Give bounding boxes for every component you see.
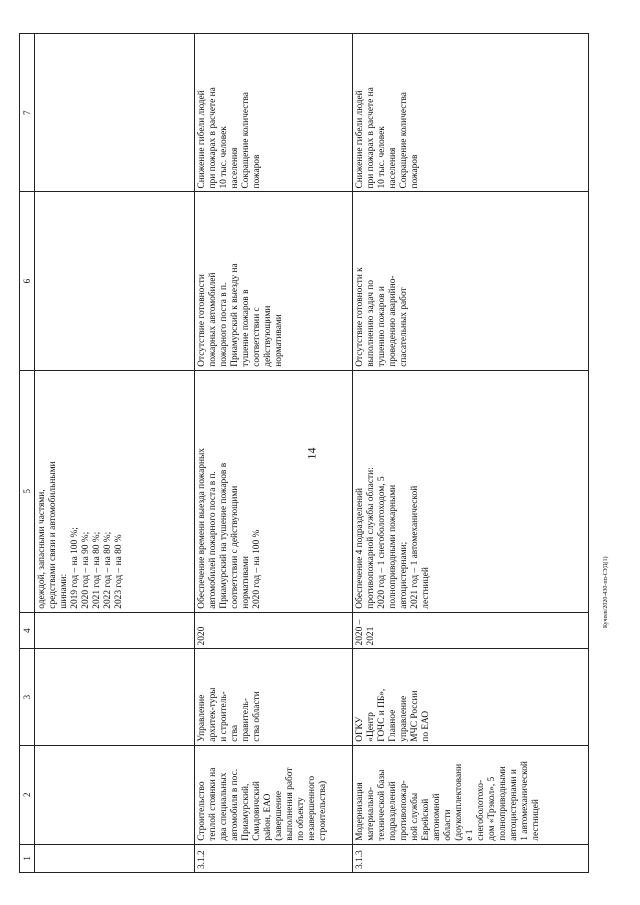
header-cell: 2: [20, 745, 35, 844]
row-number: [35, 844, 195, 872]
table-row: [195, 34, 353, 873]
activity-name: [35, 745, 195, 844]
activity-name: Строительство теплой стоянки на два специальных автомобиля в пос. Приамурский, Смидовичский район, ЕАО (завершение выполнения работ по объекту незавершенного строительства): [195, 745, 353, 844]
program-table: [19, 33, 589, 873]
table-row: [35, 34, 195, 873]
activity-name: Модернизация материально- технической базы подразделений противопожар- ной службы Еврейской автономной области (доукомплектовани е 1 снегоболотохо- дом «Трэкол», 5 полноприводными автоцистернами и 1 автомеханической лестницей: [353, 745, 589, 844]
header-cell: 6: [20, 192, 35, 370]
period: 2020: [195, 612, 353, 649]
header-cell: 1: [20, 844, 35, 872]
header-row: [20, 34, 35, 873]
header-cell: 3: [20, 649, 35, 745]
expected-result: одеждой, запасными частями, средствами связи и автомобильными шинами: 2019 год – на 100 %; 2020 год – на 90 %; 2021 год – на 80 %; 2022 год – на 80 %; 2023 год – на 80 %: [35, 370, 195, 612]
row-number: 3.1.2: [195, 844, 353, 872]
row-number: 3.1.3: [353, 844, 589, 872]
expected-result: Обеспечение 4 подразделений противопожарной службы области: 2020 год – 1 снегоболотоходом, 5 полноприводными пожарными автоцистернами; 2021 год – 1 автомеханической лестницей: [353, 370, 589, 612]
consequences: Отсутствие готовности к выполнению задач по тушению пожаров и проведению аварийно- спасательных работ: [353, 192, 589, 370]
indicators: Снижение гибели людей при пожарах в расчете на 10 тыс. человек населения Сокращение количества пожаров: [353, 34, 589, 193]
executor: ОГКУ «Центр ГОЧС и ПБ», Главное управление МЧС России по ЕАО: [353, 649, 589, 745]
period: 2020 – 2021: [353, 612, 589, 649]
rotated-table-container: [19, 33, 589, 873]
header-cell: 4: [20, 612, 35, 649]
executor: Управление архитек-туры и строитель- ства правитель- ства области: [195, 649, 353, 745]
footer-doc-code: Кучеев/2020-430-пп-СУД(1): [603, 556, 609, 628]
expected-result: Обеспечение времени выезда пожарных автомобилей пожарного поста в п. Приамурский на тушение пожаров в соответствии с действующими нормативами 2020 год – на 100 %: [195, 370, 353, 612]
header-cell: 5: [20, 370, 35, 612]
executor: [35, 649, 195, 745]
consequences: Отсутствие готовности пожарных автомобилей пожарного поста в п. Приамурский к выезду на тушение пожаров в соответствии с действующими нормативами: [195, 192, 353, 370]
page-number: 14: [304, 447, 319, 460]
indicators: [35, 34, 195, 193]
indicators: Снижение гибели людей при пожарах в расчете на 10 тыс. человек населения Сокращение количества пожаров: [195, 34, 353, 193]
period: [35, 612, 195, 649]
table-row: [353, 34, 589, 873]
consequences: [35, 192, 195, 370]
header-cell: 7: [20, 34, 35, 193]
